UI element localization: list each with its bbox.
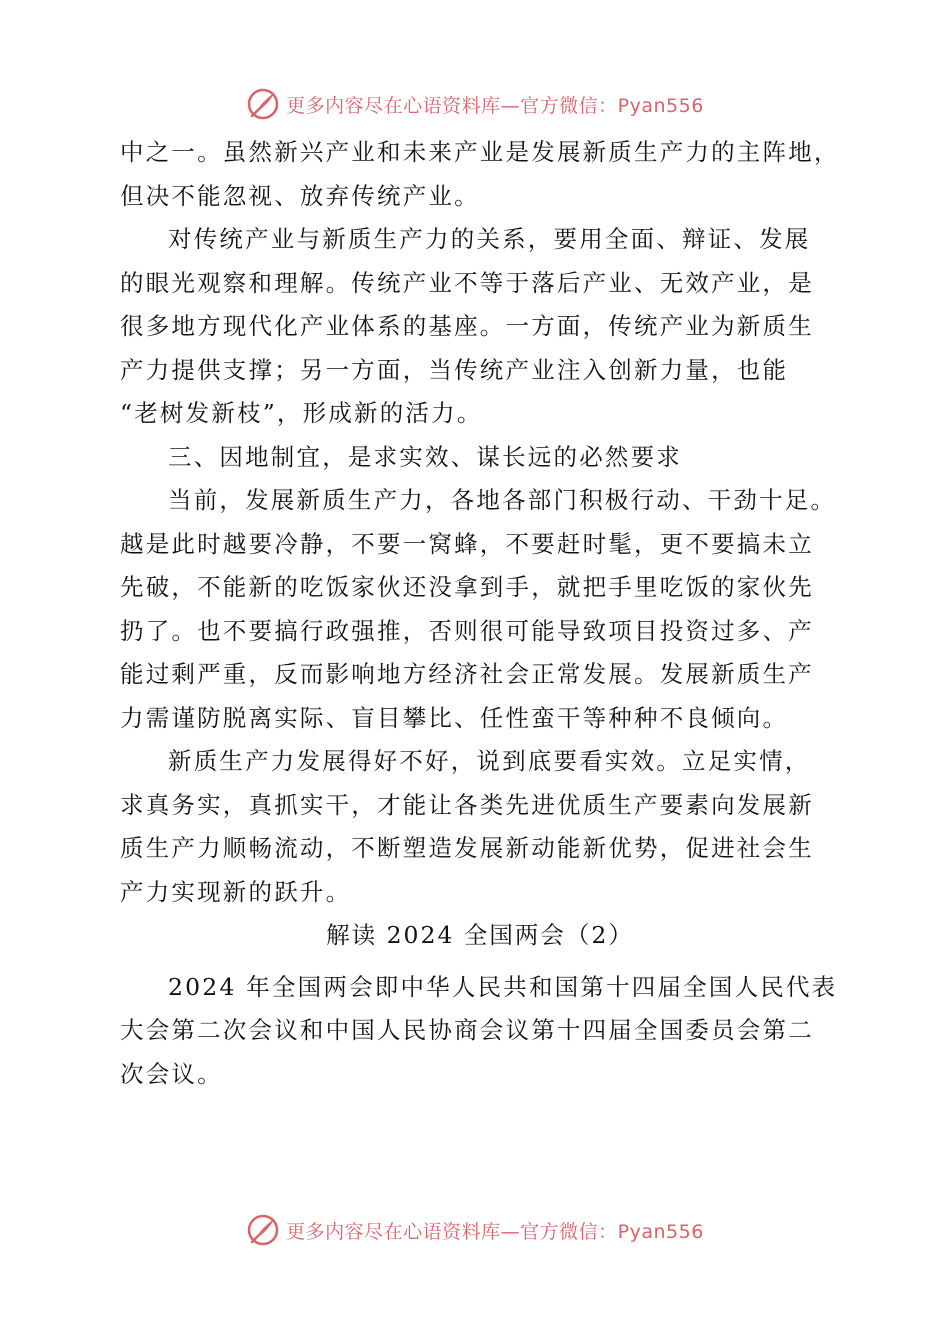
text-line: 扔了。也不要搞行政强推，否则很可能导致项目投资过多、产 bbox=[120, 616, 814, 645]
text-line: 产力提供支撑；另一方面，当传统产业注入创新力量，也能 bbox=[120, 355, 789, 384]
text-line: 很多地方现代化产业体系的基座。一方面，传统产业为新质生 bbox=[120, 312, 814, 340]
text-line: 越是此时越要冷静，不要一窝蜂，不要赶时髦，更不要搞未立 bbox=[120, 529, 814, 558]
text-line: 力需谨防脱离实际、盲目攀比、任性蛮干等种种不良倾向。 bbox=[120, 703, 789, 732]
paragraph-list-after-title bbox=[120, 966, 840, 1097]
document-body bbox=[120, 131, 840, 1096]
text-line: 能过剩严重，反而影响地方经济社会正常发展。发展新质生产 bbox=[120, 660, 814, 688]
text-line: 新质生产力发展得好不好，说到底要看实效。立足实情， bbox=[168, 747, 811, 775]
text-line: 对传统产业与新质生产力的关系，要用全面、辩证、发展 bbox=[168, 225, 811, 253]
text-line: 2024 年全国两会即中华人民共和国第十四届全国人民代表 bbox=[168, 972, 838, 1001]
header-watermark bbox=[0, 84, 950, 124]
text-line: 三、因地制宜，是求实效、谋长远的必然要求 bbox=[168, 442, 682, 471]
text-line: 大会第二次会议和中国人民协商会议第十四届全国委员会第二 bbox=[120, 1016, 814, 1044]
paragraph bbox=[120, 218, 840, 436]
paragraph bbox=[120, 436, 840, 480]
footer-watermark bbox=[0, 1210, 950, 1250]
paragraph bbox=[120, 740, 840, 914]
text-line: “老树发新枝”，形成新的活力。 bbox=[120, 399, 483, 427]
text-line: 质生产力顺畅流动，不断塑造发展新动能新优势，促进社会生 bbox=[120, 834, 814, 862]
paragraph bbox=[120, 131, 840, 218]
quill-logo-icon bbox=[246, 87, 280, 121]
text-line: 当前，发展新质生产力，各地各部门积极行动、干劲十足。 bbox=[168, 486, 837, 514]
section-title: 解读 2024 全国两会（2） bbox=[326, 921, 634, 949]
paragraph bbox=[120, 479, 840, 740]
watermark-text: 更多内容尽在心语资料库—官方微信：Pyan556 bbox=[286, 1220, 704, 1243]
text-line: 先破，不能新的吃饭家伙还没拿到手，就把手里吃饭的家伙先 bbox=[120, 573, 814, 601]
paragraph-list bbox=[120, 131, 840, 914]
watermark-text: 更多内容尽在心语资料库—官方微信：Pyan556 bbox=[286, 94, 704, 117]
paragraph bbox=[120, 966, 840, 1097]
text-line: 但决不能忽视、放弃传统产业。 bbox=[120, 181, 480, 210]
text-line: 中之一。虽然新兴产业和未来产业是发展新质生产力的主阵地， bbox=[120, 138, 840, 166]
text-line: 的眼光观察和理解。传统产业不等于落后产业、无效产业，是 bbox=[120, 268, 814, 297]
text-line: 产力实现新的跃升。 bbox=[120, 877, 352, 906]
text-line: 次会议。 bbox=[120, 1059, 223, 1088]
text-line: 求真务实，真抓实干，才能让各类先进优质生产要素向发展新 bbox=[120, 790, 814, 819]
quill-logo-icon bbox=[246, 1213, 280, 1247]
